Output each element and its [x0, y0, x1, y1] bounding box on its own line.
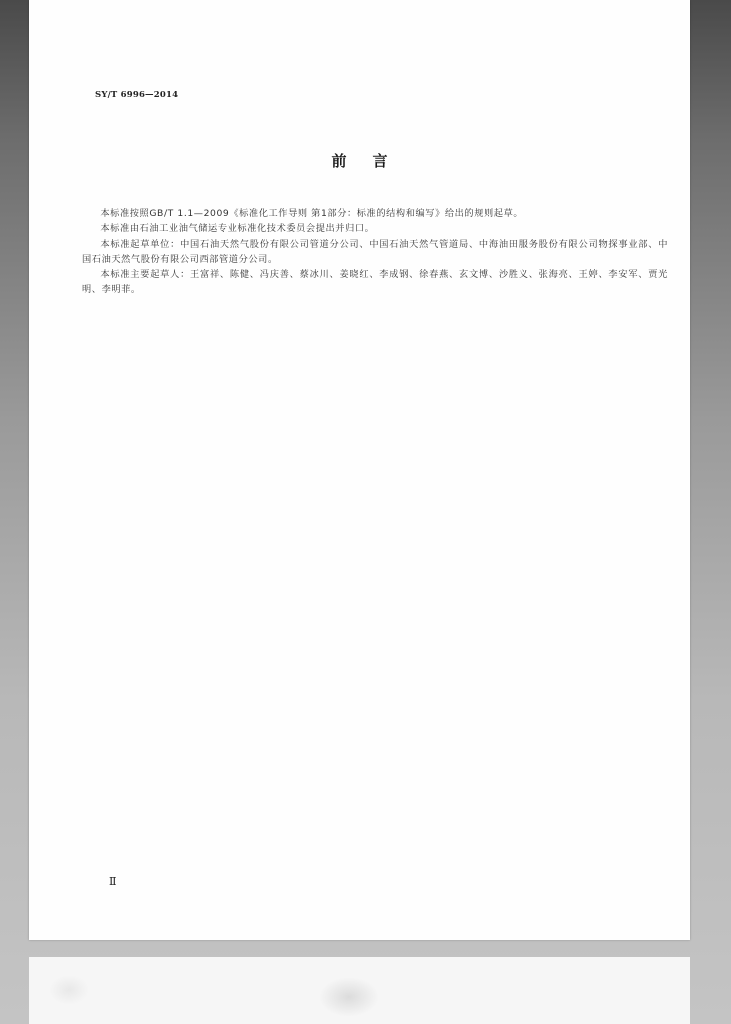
foreword-body — [82, 206, 668, 298]
paragraph-proposer: 本标准由石油工业油气储运专业标准化技术委员会提出并归口。 — [100, 223, 375, 235]
paragraph-drafting-units: 本标准起草单位：中国石油天然气股份有限公司管道分公司、中国石油天然气管道局、中海油田服务股份有限公司物探事业部、中国石油天然气股份有限公司西部管道分公司。 — [82, 238, 668, 265]
document-page — [29, 0, 690, 940]
standard-code: SY/T 6996—2014 — [95, 90, 179, 100]
page-number: Ⅱ — [109, 875, 117, 888]
scan-smudge — [319, 977, 379, 1017]
paragraph-drafting-rules: 本标准按照GB/T 1.1—2009《标准化工作导则 第1部分：标准的结构和编写》给出的规则起草。 — [100, 208, 524, 219]
paragraph-main-drafters: 本标准主要起草人：王富祥、陈健、冯庆善、蔡冰川、姜晓红、李成钢、徐春燕、玄文博、沙胜义、张海亮、王婷、李安军、贾光明、李明菲。 — [82, 269, 668, 296]
scan-smudge — [49, 975, 89, 1005]
page-title: 前言 — [331, 152, 414, 170]
next-page-edge — [29, 957, 690, 1024]
